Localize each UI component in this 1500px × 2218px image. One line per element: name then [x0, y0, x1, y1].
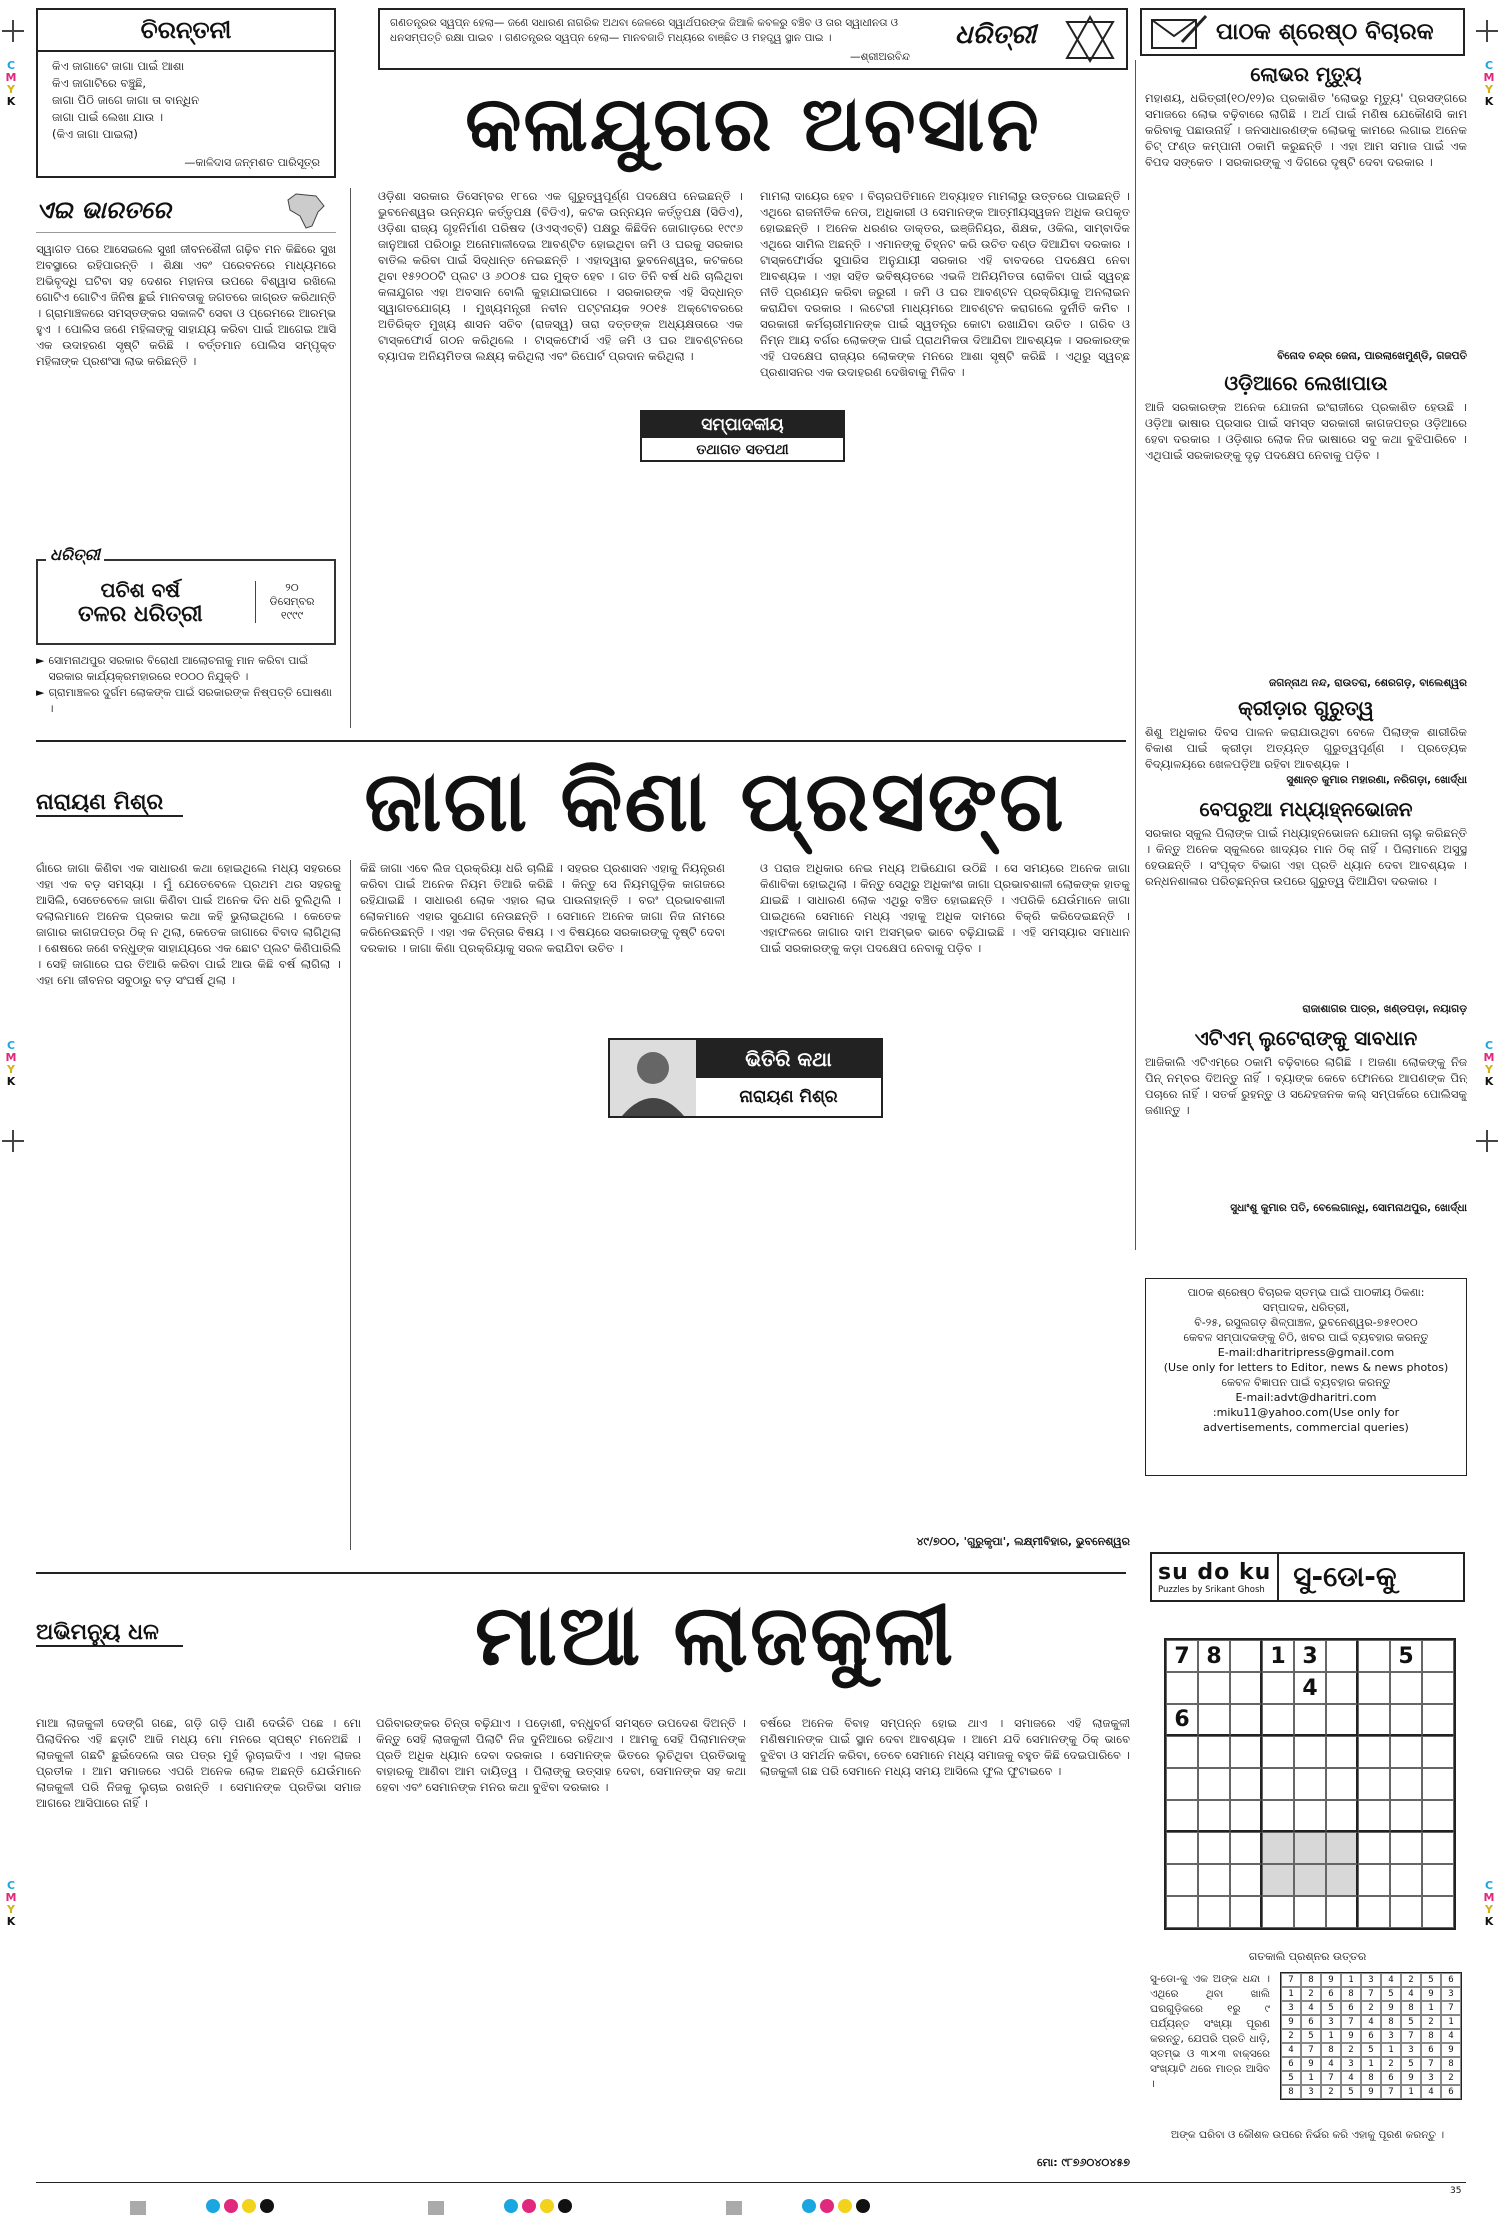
sudoku-cell[interactable] [1166, 1768, 1198, 1800]
answer-cell: 4 [1421, 2085, 1441, 2099]
sudoku-cell[interactable] [1390, 1704, 1422, 1736]
sudoku-cell[interactable] [1390, 1864, 1422, 1896]
sudoku-brand: su do ku [1158, 1559, 1272, 1585]
letter-5-signature: ସୁଧାଂଶୁ କୁମାର ପତି, ବେଲେଗାନ୍ଧି, ସୋମନାଥପୁର, ଖୋର୍ଦ୍ଧା [1230, 1202, 1467, 1214]
answer-cell: 2 [1301, 1987, 1321, 2001]
sudoku-cell[interactable] [1390, 1896, 1422, 1928]
sudoku-cell[interactable] [1422, 1672, 1454, 1704]
answer-cell: 7 [1441, 2001, 1461, 2015]
answer-cell: 1 [1361, 2057, 1381, 2071]
letter-3-title: କ୍ରୀଡ଼ାର ଗୁରୁତ୍ୱ [1238, 696, 1374, 720]
answer-cell: 3 [1281, 2001, 1301, 2015]
sudoku-cell[interactable] [1294, 1864, 1326, 1896]
sudoku-cell[interactable] [1358, 1672, 1390, 1704]
color-dot [504, 2199, 518, 2213]
letter-4-text: ସରକାର ସ୍କୁଲ ପିଲାଙ୍କ ପାଇଁ ମଧ୍ୟାହ୍ନଭୋଜନ ଯୋଜନା ଚାଲୁ କରିଛନ୍ତି । କିନ୍ତୁ ଅନେକ ସ୍କୁଲରେ ଖାଦ୍ୟର ମାନ ଠିକ୍ ନାହିଁ । ପିଲାମାନେ ଅସୁସ୍ଥ ହେଉଛନ୍ତି । ସଂପୃକ୍ତ ବିଭାଗ ଏହା ପ୍ରତି ଧ୍ୟାନ ଦେବା ଆବଶ୍ୟକ । ରନ୍ଧନଶାଳାର ପରିଚ୍ଛନ୍ନତା ଉପରେ ଗୁରୁତ୍ୱ ଦିଆଯିବା ଦରକାର । [1145, 826, 1467, 888]
sudoku-cell[interactable] [1262, 1832, 1294, 1864]
readers-box-header [1140, 8, 1465, 56]
answer-cell: 3 [1321, 2015, 1341, 2029]
answer-cell: 1 [1321, 2029, 1341, 2043]
answer-cell: 7 [1301, 2043, 1321, 2057]
answer-cell: 7 [1421, 2057, 1441, 2071]
answer-cell: 5 [1301, 2029, 1321, 2043]
answer-cell: 5 [1401, 2015, 1421, 2029]
answer-cell: 5 [1421, 1973, 1441, 1987]
answer-cell: 7 [1361, 1987, 1381, 2001]
sudoku-cell[interactable] [1390, 1672, 1422, 1704]
sudoku-cell[interactable] [1166, 1736, 1198, 1768]
answer-cell: 8 [1441, 2057, 1461, 2071]
answer-cell: 4 [1401, 1987, 1421, 2001]
sudoku-cell[interactable] [1326, 1672, 1358, 1704]
sudoku-cell[interactable] [1422, 1896, 1454, 1928]
answer-cell: 4 [1321, 2057, 1341, 2071]
answer-cell: 2 [1341, 2043, 1361, 2057]
sudoku-answer-note: ଗତକାଲି ପ୍ରଶ୍ନର ଉତ୍ତର [1248, 1950, 1367, 1963]
answer-cell: 3 [1301, 2085, 1321, 2099]
sudoku-cell[interactable] [1198, 1800, 1230, 1832]
india-map-icon [276, 190, 336, 230]
page-number: 35 [1450, 2186, 1462, 2196]
sudoku-cell[interactable]: 7 [1166, 1640, 1198, 1672]
answer-cell: 6 [1381, 2071, 1401, 2085]
contact-note: advertisements, commercial queries) [1203, 1421, 1409, 1434]
letter-5-title: ଏଟିଏମ୍ ଲୁଟେରାଙ୍କୁ ସାବଧାନ [1194, 1026, 1418, 1050]
cmk-mark-top-right: C M Y K [1483, 59, 1495, 108]
answer-cell: 4 [1381, 1973, 1401, 1987]
bhitiri-katha-box [608, 1038, 883, 1118]
quote-text: ଗଣତନ୍ତ୍ରର ସ୍ୱପ୍ନ ହେଲା— ଜଣେ ସଧାରଣ ନାଗରିକ ଅଥବା ଜେଳରେ ସ୍ୱାର୍ଥପରଙ୍କ ଜିଆଳି କବଳରୁ ବଞ୍ଚିବ ଓ ତାର ସ୍ୱାଧୀନତା ଓ ଧନସମ୍ପତ୍ତି ରକ୍ଷା ପାଇବ । ଗଣତନ୍ତ୍ରର ସ୍ୱପ୍ନ ହେଲା— ମାନବଜାତି ମଧ୍ୟରେ ବାଞ୍ଛିତ ଓ ମହତ୍ତ୍ୱ ସ୍ଥାନ ପାଇ । [390, 17, 899, 44]
answer-cell: 1 [1341, 1973, 1361, 1987]
sudoku-cell[interactable] [1294, 1832, 1326, 1864]
sudoku-cell[interactable] [1358, 1768, 1390, 1800]
color-dot [558, 2199, 572, 2213]
sudoku-cell[interactable] [1230, 1768, 1262, 1800]
answer-cell: 9 [1301, 2057, 1321, 2071]
sudoku-cell[interactable] [1230, 1832, 1262, 1864]
editorial-label: ସମ୍ପାଦକୀୟ [642, 412, 843, 438]
answer-cell: 3 [1401, 2043, 1421, 2057]
answer-cell: 9 [1401, 2071, 1421, 2085]
answer-cell: 1 [1421, 2001, 1441, 2015]
contact-line: ପାଠକ ଶ୍ରେଷ୍ଠ ବିଚାରକ ସ୍ତମ୍ଭ ପାଇଁ ପାଠକୀୟ ଠିକଣା: [1187, 1286, 1425, 1299]
letter-5-text: ଆଜିକାଲି ଏଟିଏମ୍‌ରେ ଠକାମି ବଢ଼ିବାରେ ଲାଗିଛି । ଅଜଣା ଲୋକଙ୍କୁ ନିଜ ପିନ୍ ନମ୍ବର ଦିଅନ୍ତୁ ନାହିଁ । ବ୍ୟାଙ୍କ କେବେ ଫୋନରେ ଆପଣଙ୍କ ପିନ୍ ପଚାରେ ନାହିଁ । ସତର୍କ ରୁହନ୍ତୁ ଓ ସନ୍ଦେହଜନକ କଲ୍ ସମ୍ପର୍କରେ ପୋଲିସକୁ ଜଣାନ୍ତୁ । [1145, 1055, 1467, 1117]
sudoku-cell[interactable] [1294, 1704, 1326, 1736]
anniversary-logo: ଧରିତ୍ରୀ [46, 545, 104, 565]
anniversary-box [36, 545, 336, 645]
dharitri-logo: ଧରିତ୍ରୀ [954, 20, 1036, 50]
answer-cell: 9 [1361, 2085, 1381, 2099]
envelope-pen-icon [1148, 12, 1208, 52]
registration-mark [2, 1130, 24, 1152]
contact-email-advt[interactable]: E-mail:advt@dharitri.com [1235, 1391, 1377, 1404]
answer-cell: 3 [1341, 2057, 1361, 2071]
sudoku-cell[interactable] [1198, 1672, 1230, 1704]
gray-swatch [726, 2201, 742, 2215]
sudoku-cell[interactable] [1390, 1800, 1422, 1832]
contact-line: କେବଳ ବିଜ୍ଞାପନ ପାଇଁ ବ୍ୟବହାର କରନ୍ତୁ [1221, 1376, 1391, 1389]
sudoku-cell[interactable]: 1 [1262, 1640, 1294, 1672]
answer-cell: 8 [1341, 1987, 1361, 2001]
answer-cell: 7 [1341, 2015, 1361, 2029]
chirantani-author: —କାଳିଦାସ ଜନ୍ମଶତ ପାରିସୂତ୍ର [184, 156, 320, 169]
sudoku-brand-sub: Puzzles by Srikant Ghosh [1158, 1584, 1265, 1595]
registration-mark [1476, 20, 1498, 42]
color-dot [224, 2199, 238, 2213]
sudoku-cell[interactable] [1326, 1896, 1358, 1928]
answer-cell: 4 [1301, 2001, 1321, 2015]
sudoku-cell[interactable] [1294, 1800, 1326, 1832]
left-panel [36, 188, 336, 728]
contact-email-editor[interactable]: E-mail:dharitripress@gmail.com [1217, 1346, 1395, 1359]
sudoku-cell[interactable] [1358, 1640, 1390, 1672]
ei-bharatare-text: ସ୍ୱାଗତ ପରେ ଆସେଇଲେ ସୁଖୀ ଜୀବନଶୈଳୀ ଗଢ଼ିବ ମନ କିଛିରେ ସୁଖ ଅବସ୍ଥାରେ ରହିପାରନ୍ତି । ଶିକ୍ଷା ଏବଂ ପରେବନରେ ମାଧ୍ୟମରେ ଅଭିବୃଦ୍ଧି ଘଟିବା ସହ ଦେଶର ମହାନତା ଉପରେ ବିଶ୍ୱାସ ରଖିଲେ ଗୋଟିଏ ଗୋଟିଏ ଜିନିଷ ଛୁଇଁ ମାନବତାକୁ ଜଗତରେ ଜାଗ୍ରତ କରିଥାନ୍ତି । ଗ୍ରାମାଞ୍ଚଳରେ ସମସ୍ତଙ୍କର ସକାଳଟି ସେବା ଓ ପ୍ରେମରେ ଆରମ୍ଭ ହୁଏ । ପୋଲିସ ଜଣେ ମହିଳାଙ୍କୁ ସାହାଯ୍ୟ କରିବା ପାଇଁ ଆଗେଇ ଆସି ଏକ ଉଦାହରଣ ସୃଷ୍ଟି କରିଛି । ବର୍ତ୍ତମାନ ପୋଲିସ ସମ୍ପୃକ୍ତ ମହିଳାଙ୍କ ପ୍ରଶଂସା ଲାଭ କରିଛନ୍ତି । [36, 242, 336, 368]
answer-cell: 1 [1301, 2071, 1321, 2085]
story2-col3: ଓ ପରାଜ ଅଧିକାର ନେଇ ମଧ୍ୟ ଅଭିଯୋଗ ଉଠିଛି । ସେ ସମୟରେ ଅନେକ ଜାଗା କିଣାବିକା ହୋଇଥିଲା । କିନ୍ତୁ ସେଥିରୁ ଅଧିକାଂଶ ଜାଗା ପ୍ରଭାବଶାଳୀ ଲୋକଙ୍କ ହାତକୁ ଯାଇଛି । ସାଧାରଣ ଲୋକ ଏଥିରୁ ବଞ୍ଚିତ ହୋଇଛନ୍ତି । ଏପରିକି ଯେଉଁମାନେ ଜାଗା ପାଇଥିଲେ ସେମାନେ ମଧ୍ୟ ଏହାକୁ ଅଧିକ ଦାମରେ ବିକ୍ରି କରିଦେଇଛନ୍ତି । ଏହାଫଳରେ ଜାଗାର ଦାମ ଅସମ୍ଭବ ଭାବେ ବଢ଼ିଯାଇଛି । ଏହି ସମସ୍ୟାର ସମାଧାନ ପାଇଁ ସରକାରଙ୍କୁ କଡ଼ା ପଦକ୍ଷେପ ନେବାକୁ ପଡ଼ିବ । [760, 861, 1130, 955]
sudoku-cell[interactable]: 8 [1198, 1640, 1230, 1672]
sudoku-cell[interactable] [1198, 1864, 1230, 1896]
color-dot [820, 2199, 834, 2213]
story3-col1: ମାଆ ଲାଜକୁଳୀ ଦେଙ୍ଗି ଗଛେ, ଗଡ଼ି ଗଡ଼ି ପାଣି ଦେଉଁଚି ପଛେ । ମୋ ପିଲାଦିନର ଏହି ଛଡ଼ାଟି ଆଜି ମଧ୍ୟ ମୋ ମନରେ ସ୍ପଷ୍ଟ ମନେଅଛି । ଲାଜକୁଳୀ ଗଛଟି ଛୁଇଁଦେଲେ ତାର ପତ୍ର ମୁହଁ ଲୁଚାଇଦିଏ । ଏହା ଲାଜର ପ୍ରତୀକ । ଆମ ସମାଜରେ ଏପରି ଅନେକ ଲୋକ ଅଛନ୍ତି ଯେଉଁମାନେ ଲାଜକୁଳୀ ପରି ନିଜକୁ ଲୁଚାଇ ରଖନ୍ତି । ସେମାନଙ୍କ ପ୍ରତିଭା ସମାଜ ଆଗରେ ଆସିପାରେ ନାହିଁ । [36, 1716, 361, 1810]
answer-cell: 8 [1381, 2015, 1401, 2029]
answer-cell: 6 [1441, 1973, 1461, 1987]
answer-cell: 3 [1421, 2071, 1441, 2085]
answer-cell: 8 [1401, 2001, 1421, 2015]
answer-cell: 7 [1281, 1973, 1301, 1987]
contact-box [1145, 1278, 1467, 1476]
color-dot [856, 2199, 870, 2213]
answer-cell: 1 [1441, 2015, 1461, 2029]
answer-cell: 5 [1341, 2085, 1361, 2099]
sudoku-cell[interactable] [1390, 1768, 1422, 1800]
answer-cell: 2 [1441, 2071, 1461, 2085]
answer-cell: 4 [1341, 2071, 1361, 2085]
quote-author: —ଶ୍ରୀଅରବିନ୍ଦ [850, 51, 910, 63]
anniversary-bullet: ► ସୋମନାଥପୁର ସରକାର ବିରୋଧୀ ଆଲୋଚନାକୁ ମାନ କରିବା ପାଇଁ ସରକାର କାର୍ଯ୍ୟକ୍ରମହାରରେ ୧୦୦୦ ନିଯୁକ୍ତି । [36, 654, 308, 683]
sudoku-cell[interactable] [1358, 1704, 1390, 1736]
cmk-mark-bottom-right: C M Y K [1483, 1879, 1495, 1928]
color-dot [838, 2199, 852, 2213]
answer-cell: 5 [1361, 2043, 1381, 2057]
cmk-mark-bottom-left: C M Y K [5, 1879, 17, 1928]
sudoku-cell[interactable] [1230, 1640, 1262, 1672]
anniversary-bullet: ► ଗ୍ରାମାଞ୍ଚଳର ଦୁର୍ଗମ ଲୋକଙ୍କ ପାଇଁ ସରକାରଙ୍କ ନିଷ୍ପତ୍ତି ଘୋଷଣା । [36, 686, 332, 715]
answer-cell: 9 [1281, 2015, 1301, 2029]
letter-2-signature: ଜଗନ୍ନାଥ ନନ୍ଦ, ରାଉତରା, ଶେରଗଡ଼, ବାଲେଶ୍ୱର [1268, 677, 1467, 689]
sudoku-cell[interactable] [1326, 1800, 1358, 1832]
sudoku-cell[interactable] [1230, 1800, 1262, 1832]
color-bar [130, 2198, 874, 2217]
quote-box [378, 8, 1128, 70]
letter-1-signature: ବିନୋଦ ଚନ୍ଦ୍ର ଜେନା, ପାରଲାଖେମୁଣ୍ଡି, ଗଜପତି [1277, 350, 1467, 362]
sudoku-how-to: ସୁ-ଡୋ-କୁ ଏକ ଅଙ୍କ ଧନ୍ଦା । ଏଥିରେ ଥିବା ଖାଲି ଘରଗୁଡ଼ିକରେ ୧ରୁ ୯ ପର୍ଯ୍ୟନ୍ତ ସଂଖ୍ୟା ପୂରଣ କରନ୍ତୁ, ଯେପରି ପ୍ରତି ଧାଡ଼ି, ସ୍ତମ୍ଭ ଓ ୩×୩ ବାକ୍ସରେ ସଂଖ୍ୟାଟି ଥରେ ମାତ୍ର ଆସିବ । [1150, 1973, 1270, 2090]
sudoku-grid[interactable] [1164, 1638, 1456, 1930]
answer-cell: 7 [1401, 2029, 1421, 2043]
color-dot [206, 2199, 220, 2213]
cmk-mark-mid-right: C M Y K [1483, 1039, 1495, 1088]
readers-box-title: ପାଠକ ଶ୍ରେଷ୍ଠ ବିଚାରକ [1216, 19, 1434, 45]
sudoku-bottom-note: ଅଙ୍କ ଘରିବା ଓ କୌଶଳ ଉପରେ ନିର୍ଭର କରି ଏହାକୁ ପୂରଣ କରନ୍ତୁ । [1170, 2129, 1445, 2141]
answer-cell: 6 [1421, 2043, 1441, 2057]
answer-cell: 2 [1281, 2029, 1301, 2043]
letter-2-title: ଓଡ଼ିଆରେ ଲେଖାପାଉ [1224, 371, 1388, 395]
color-dot [522, 2199, 536, 2213]
sudoku-cell[interactable] [1230, 1736, 1262, 1768]
sudoku-cell[interactable] [1166, 1832, 1198, 1864]
sudoku-cell[interactable] [1326, 1768, 1358, 1800]
sudoku-answer-grid [1280, 1972, 1462, 2100]
sudoku-cell[interactable] [1358, 1864, 1390, 1896]
letter-4-signature: ରାଜାଶାଗର ପାତ୍ର, ଖଣ୍ଡପଡ଼ା, ନୟାଗଡ଼ [1302, 1003, 1467, 1015]
anniversary-title-1: ପଚିଶ ବର୍ଷ [100, 577, 181, 602]
sudoku-cell[interactable] [1422, 1736, 1454, 1768]
sudoku-cell[interactable] [1422, 1832, 1454, 1864]
answer-cell: 3 [1441, 1987, 1461, 2001]
answer-cell: 6 [1321, 1987, 1341, 2001]
answer-cell: 2 [1361, 2001, 1381, 2015]
story3-col2: ପରିବାରଙ୍କର ଚିନ୍ତା ବଢ଼ିଯାଏ । ପଡ଼ୋଶୀ, ବନ୍ଧୁବର୍ଗ ସମସ୍ତେ ଉପଦେଶ ଦିଅନ୍ତି । କିନ୍ତୁ ସେହି ଲାଜକୁଳୀ ପିଲାଟି ନିଜ ଦୁନିଆରେ ରହିଥାଏ । ଆମକୁ ସେହି ପିଲାମାନଙ୍କ ପ୍ରତି ଅଧିକ ଧ୍ୟାନ ଦେବା ଦରକାର । ସେମାନଙ୍କ ଭିତରେ ଲୁଚିଥିବା ପ୍ରତିଭାକୁ ବାହାରକୁ ଆଣିବା ଆମ ଦାୟିତ୍ୱ । ପିଲାଙ୍କୁ ଉତ୍ସାହ ଦେବା, ସେମାନଙ୍କ ସହ କଥା ହେବା ଏବଂ ସେମାନଙ୍କ ମନର କଥା ବୁଝିବା ଦରକାର । [376, 1716, 746, 1794]
headline-story1: କଳାଯୁଗର ଅବସାନ [465, 79, 1041, 168]
story3-byline: ଅଭିମନ୍ୟୁ ଧଳ [36, 1620, 183, 1647]
answer-cell: 3 [1381, 2029, 1401, 2043]
author-photo [610, 1040, 696, 1116]
sudoku-cell[interactable] [1422, 1800, 1454, 1832]
sudoku-cell[interactable] [1422, 1864, 1454, 1896]
answer-cell: 6 [1301, 2015, 1321, 2029]
sudoku-cell[interactable] [1422, 1704, 1454, 1736]
bhitiri-katha-author: ନାରାୟଣ ମିଶ୍ର [739, 1087, 838, 1107]
ei-bharatare-logo: ଏଇ ଭାରତରେ [36, 196, 172, 224]
answer-cell: 2 [1381, 2057, 1401, 2071]
sudoku-cell[interactable] [1166, 1800, 1198, 1832]
answer-cell: 5 [1281, 2071, 1301, 2085]
sudoku-cell[interactable] [1358, 1800, 1390, 1832]
bhitiri-katha-label: ଭିତିରି କଥା [696, 1040, 881, 1078]
sudoku-cell[interactable]: 4 [1294, 1672, 1326, 1704]
answer-cell: 6 [1341, 2001, 1361, 2015]
answer-cell: 9 [1441, 2043, 1461, 2057]
sudoku-cell[interactable] [1198, 1832, 1230, 1864]
answer-cell: 5 [1321, 2001, 1341, 2015]
sudoku-cell[interactable] [1262, 1736, 1294, 1768]
sudoku-cell[interactable] [1422, 1768, 1454, 1800]
answer-cell: 1 [1281, 1987, 1301, 2001]
sudoku-cell[interactable] [1326, 1832, 1358, 1864]
answer-cell: 2 [1401, 1973, 1421, 1987]
answer-cell: 4 [1441, 2029, 1461, 2043]
answer-cell: 6 [1361, 2029, 1381, 2043]
story2-col1: ଗାଁରେ ଜାଗା କିଣିବା ଏକ ସାଧାରଣ କଥା ହୋଇଥିଲେ ମଧ୍ୟ ସହରରେ ଏହା ଏକ ବଡ଼ ସମସ୍ୟା । ମୁଁ ଯେତେବେଳେ ପ୍ରଥମ ଥର ସହରକୁ ଆସିଲି, ସେତେବେଳେ ଜାଗା କିଣିବା ପାଇଁ ଅନେକ ଦିନ ଧରି ବୁଲିଥିଲି । ଦଲାଲମାନେ ଅନେକ ପ୍ରକାର କଥା କହି ଭୁଲାଇଥିଲେ । କେତେକ ଜାଗାର କାଗଜପତ୍ର ଠିକ୍ ନ ଥିଲା, କେତେକ ଜାଗାରେ ବିବାଦ ଲାଗିଥିଲା । ଶେଷରେ ଜଣେ ବନ୍ଧୁଙ୍କ ସାହାଯ୍ୟରେ ଏକ ଛୋଟ ପ୍ଲଟ କିଣିପାରିଲି । ସେହି ଜାଗାରେ ଘର ତିଆରି କରିବା ପାଇଁ ଆଉ କିଛି ବର୍ଷ ଲାଗିଲା । ଏହା ମୋ ଜୀବନର ସବୁଠାରୁ ବଡ଼ ସଂଘର୍ଷ ଥିଲା । [36, 861, 341, 987]
answer-cell: 8 [1421, 2029, 1441, 2043]
letter-3-text: ଶିଶୁ ଅଧିକାର ଦିବସ ପାଳନ କରାଯାଉଥିବା ବେଳେ ପିଲାଙ୍କ ଶାରୀରିକ ବିକାଶ ପାଇଁ କ୍ରୀଡ଼ା ଅତ୍ୟନ୍ତ ଗୁରୁତ୍ୱପୂର୍ଣ୍ଣ । ପ୍ରତ୍ୟେକ ବିଦ୍ୟାଳୟରେ ଖେଳପଡ଼ିଆ ରହିବା ଆବଶ୍ୟକ । [1145, 725, 1467, 771]
sudoku-cell[interactable] [1230, 1672, 1262, 1704]
answer-cell: 6 [1281, 2057, 1301, 2071]
sudoku-cell[interactable] [1326, 1736, 1358, 1768]
sudoku-cell[interactable] [1326, 1704, 1358, 1736]
anniversary-date: ୨୦ ଡିସେମ୍ବର ୧୯୯୯ [255, 581, 322, 623]
sudoku-cell[interactable]: 3 [1294, 1640, 1326, 1672]
chirantani-box [36, 8, 336, 178]
gray-swatch [130, 2201, 146, 2215]
sudoku-cell[interactable] [1166, 1896, 1198, 1928]
answer-cell: 8 [1281, 2085, 1301, 2099]
answer-cell: 5 [1381, 1987, 1401, 2001]
answer-cell: 9 [1381, 2001, 1401, 2015]
story2-col2: କିଛି ଜାଗା ଏବେ ଲିଜ ପ୍ରକ୍ରିୟା ଧରି ଚାଲିଛି । ସହରର ପ୍ରଶାସନ ଏହାକୁ ନିୟନ୍ତ୍ରଣ କରିବା ପାଇଁ ଅନେକ ନିୟମ ତିଆରି କରିଛି । କିନ୍ତୁ ସେ ନିୟମଗୁଡ଼ିକ କାଗଜରେ ରହିଯାଇଛି । ସାଧାରଣ ଲୋକ ଏହାର ଲାଭ ପାଉନାହାନ୍ତି । ବରଂ ପ୍ରଭାବଶାଳୀ ଲୋକମାନେ ଏହାର ସୁଯୋଗ ନେଉଛନ୍ତି । ସେମାନେ ଅନେକ ଜାଗା ନିଜ ନାମରେ କରିନେଉଛନ୍ତି । ଏହା ଏକ ଚିନ୍ତାର ବିଷୟ । ଏ ବିଷୟରେ ସରକାରଙ୍କୁ ଦୃଷ୍ଟି ଦେବା ଦରକାର । ଜାଗା କିଣା ପ୍ରକ୍ରିୟାକୁ ସରଳ କରାଯିବା ଉଚିତ । [360, 861, 725, 955]
anniversary-title-2: ତଳର ଧରିତ୍ରୀ [78, 601, 203, 627]
answer-cell: 9 [1341, 2029, 1361, 2043]
sudoku-cell[interactable] [1358, 1736, 1390, 1768]
cmk-mark-mid-left: C M Y K [5, 1039, 17, 1088]
sudoku-header [1150, 1552, 1465, 1602]
answer-cell: 2 [1321, 2085, 1341, 2099]
color-dot [802, 2199, 816, 2213]
sudoku-cell[interactable] [1166, 1864, 1198, 1896]
sudoku-cell[interactable] [1262, 1672, 1294, 1704]
story3-phone: ମୋ: ୯୮୭୬୦୪୦୪୫୭ [1037, 2156, 1130, 2169]
sudoku-cell[interactable] [1294, 1896, 1326, 1928]
color-dot [540, 2199, 554, 2213]
sudoku-cell[interactable] [1262, 1864, 1294, 1896]
gray-swatch [428, 2201, 444, 2215]
letter-1-title: ଲୋଭର ମୃତ୍ୟୁ [1250, 62, 1362, 86]
answer-cell: 9 [1321, 1973, 1341, 1987]
editorial-author: ତଥାଗତ ସତପଥୀ [696, 442, 789, 458]
sudoku-cell[interactable] [1390, 1832, 1422, 1864]
answer-cell: 8 [1361, 2071, 1381, 2085]
star-emblem-icon [1064, 14, 1116, 64]
sudoku-cell[interactable] [1198, 1896, 1230, 1928]
sudoku-cell[interactable] [1294, 1768, 1326, 1800]
sudoku-cell[interactable]: 6 [1166, 1704, 1198, 1736]
sudoku-cell[interactable] [1358, 1896, 1390, 1928]
sudoku-cell[interactable] [1326, 1864, 1358, 1896]
letters-column [1145, 62, 1467, 1252]
sudoku-cell[interactable] [1230, 1864, 1262, 1896]
letter-2-text: ଆଜି ସରକାରଙ୍କ ଅନେକ ଯୋଜନା ଇଂରାଜୀରେ ପ୍ରକାଶିତ ହେଉଛି । ଓଡ଼ିଆ ଭାଷାର ପ୍ରସାର ପାଇଁ ସମସ୍ତ ସରକାରୀ କାଗଜପତ୍ର ଓଡ଼ିଆରେ ହେବା ଦରକାର । ଓଡ଼ିଶାର ଲୋକ ନିଜ ଭାଷାରେ ସବୁ କଥା ବୁଝିପାରିବେ । ଏଥିପାଇଁ ସରକାରଙ୍କୁ ଦୃଢ଼ ପଦକ୍ଷେପ ନେବାକୁ ପଡ଼ିବ । [1145, 400, 1467, 462]
sudoku-cell[interactable] [1262, 1704, 1294, 1736]
letter-4-title: ବେପରୁଆ ମଧ୍ୟାହ୍ନଭୋଜନ [1199, 797, 1413, 821]
chirantani-title: ଚିରନ୍ତନୀ [38, 10, 334, 52]
sudoku-cell[interactable] [1262, 1800, 1294, 1832]
story1-col2: ମାମଲା ଦାୟେର ହେବ । ବିଚାରପତିମାନେ ଅବ୍ୟାହତ ମାମଲାରୁ ଉତ୍ତରେ ପାଇଛନ୍ତି । ଏଥିରେ ରାଜନୀତିକ ନେତା, ଅଧିକାରୀ ଓ ସେମାନଙ୍କ ଆତ୍ମୀୟସ୍ୱଜନ ଅଧିକ ଉପକୃତ ହୋଇଛନ୍ତି । ଅନେକ ଧରଣର ଡାକ୍ତର, ଇଞ୍ଜିନିୟର, ଶିକ୍ଷକ, ଓକିଲ, ସାମ୍ବାଦିକ ଏଥିରେ ସାମିଲ ଅଛନ୍ତି । ଏମାନଙ୍କୁ ଚିହ୍ନଟ କରି ଉଚିତ ଦଣ୍ଡ ଦିଆଯିବା ଦରକାର । ଟାସ୍କଫୋର୍ସର ସୁପାରିସ ଅନୁଯାୟୀ ସରକାର ଏହି ବାବଦରେ ପଦକ୍ଷେପ ନେବା ଆବଶ୍ୟକ । ଏହା ସହିତ ଭବିଷ୍ୟତରେ ଏଭଳି ଅନିୟମିତତା ରୋକିବା ପାଇଁ ସ୍ୱଚ୍ଛ ନୀତି ପ୍ରଣୟନ କରିବା ଜରୁରୀ । ଜମି ଓ ଘର ଆବଣ୍ଟନ ପ୍ରକ୍ରିୟାକୁ ଅନଲାଇନ କରାଯିବା ଦରକାର । ଲଟେରୀ ମାଧ୍ୟମରେ ଆବଣ୍ଟନ କରାଗଲେ ଦୁର୍ନୀତି କମିବ । ସରକାରୀ କର୍ମଚାରୀମାନଙ୍କ ପାଇଁ ସ୍ୱତନ୍ତ୍ର କୋଟା ରଖାଯିବା ଉଚିତ । ଗରିବ ଓ ନିମ୍ନ ଆୟ ବର୍ଗର ଲୋକଙ୍କ ପାଇଁ ପ୍ରାଥମିକତା ଦିଆଯିବା ଆବଶ୍ୟକ । ସରକାରଙ୍କ ଏହି ପଦକ୍ଷେପ ରାଜ୍ୟର ଲୋକଙ୍କ ମନରେ ଆଶା ସୃଷ୍ଟି କରିଛି । ଏଥିରୁ ସ୍ୱଚ୍ଛ ପ୍ରଶାସନର ଏକ ଉଦାହରଣ ଦେଖିବାକୁ ମିଳିବ । [760, 189, 1130, 379]
sudoku-cell[interactable] [1198, 1704, 1230, 1736]
sudoku-cell[interactable] [1198, 1768, 1230, 1800]
answer-cell: 3 [1361, 1973, 1381, 1987]
answer-cell: 1 [1381, 2043, 1401, 2057]
sudoku-cell[interactable] [1422, 1640, 1454, 1672]
story2-address: ୪୯/୭୦୦, 'ଗୁରୁକୃପା', ଲକ୍ଷ୍ମୀବିହାର, ଭୁବନେଶ୍ୱର [916, 1535, 1130, 1548]
sudoku-cell[interactable] [1358, 1832, 1390, 1864]
cmk-mark-top-left: C M Y K [5, 59, 17, 108]
contact-line: କେବଳ ସମ୍ପାଦକଙ୍କୁ ଚିଠି, ଖବର ପାଇଁ ବ୍ୟବହାର କରନ୍ତୁ [1183, 1331, 1429, 1344]
answer-cell: 7 [1321, 2071, 1341, 2085]
sudoku-cell[interactable] [1326, 1640, 1358, 1672]
answer-cell: 4 [1281, 2043, 1301, 2057]
answer-cell: 6 [1441, 2085, 1461, 2099]
sudoku-cell[interactable] [1198, 1736, 1230, 1768]
registration-mark [2, 20, 24, 42]
answer-cell: 4 [1361, 2015, 1381, 2029]
contact-line: ସମ୍ପାଦକ, ଧରିତ୍ରୀ, [1262, 1301, 1350, 1314]
story2-byline: ନାରାୟଣ ମିଶ୍ର [36, 790, 183, 817]
answer-cell: 1 [1401, 2085, 1421, 2099]
answer-cell: 2 [1421, 2015, 1441, 2029]
registration-mark [1476, 1130, 1498, 1152]
story1-col1: ଓଡ଼ିଶା ସରକାର ଡିସେମ୍ବର ୧୮ରେ ଏକ ଗୁରୁତ୍ୱପୂର୍ଣ୍ଣ ପଦକ୍ଷେପ ନେଇଛନ୍ତି । ଭୁବନେଶ୍ୱର ଉନ୍ନୟନ କର୍ତ୍ତୃପକ୍ଷ (ବିଡିଏ), କଟକ ଉନ୍ନୟନ କର୍ତ୍ତୃପକ୍ଷ (ସିଡିଏ), ଓଡ଼ିଶା ରାଜ୍ୟ ଗୃହନିର୍ମାଣ ପରିଷଦ (ଓଏସ୍‌ଏଚ୍‌ବି) ପକ୍ଷରୁ କିଛିଦିନ ଜୋଗାଡ଼ରେ ୧୯୯୬ ଜାନୁଆରୀ ପରିଠାରୁ ଅନୋମାଳୀଦେଇ ଆବଣ୍ଟିତ ହୋଇଥିବା ଜମି ଓ ଘରକୁ ସରକାର ବାତିଲ କରିବା ପାଇଁ ସିଦ୍ଧାନ୍ତ ନେଇଛନ୍ତି । ଏହାଦ୍ୱାରା ଭୁବନେଶ୍ୱର, କଟକରେ ଥିବା ୧୫୨୦୦ଟି ପ୍ଲଟ ଓ ୬୦୦୫ ଘର ମୁକ୍ତ ହେବ । ଗତ ତିନି ବର୍ଷ ଧରି ଚାଲିଥିବା କଳାଯୁଗର ଏହା ଅବସାନ ବୋଲି କୁହାଯାଇପାରେ । ସରକାରଙ୍କ ଏହି ସିଦ୍ଧାନ୍ତ ସ୍ୱାଗତଯୋଗ୍ୟ । ମୁଖ୍ୟମନ୍ତ୍ରୀ ନବୀନ ପଟ୍ଟନାୟକ ୨୦୧୫ ଅକ୍ଟୋବରରେ ଅତିରିକ୍ତ ମୁଖ୍ୟ ଶାସନ ସଚିବ (ରାଜସ୍ୱ) ତାରା ଦତ୍ତଙ୍କ ଅଧ୍ୟକ୍ଷତାରେ ଏକ ଟାସ୍କଫୋର୍ସ ଗଠନ କରିଥିଲେ । ଟାସ୍କଫୋର୍ସ ଏହି ଜମି ଓ ଘର ଆବଣ୍ଟନରେ ବ୍ୟାପକ ଅନିୟମିତତା ଲକ୍ଷ୍ୟ କରିଥିଲା ଏବଂ ରିପୋର୍ଟ ପ୍ରଦାନ କରିଥିଲା । [378, 189, 743, 363]
sudoku-cell[interactable] [1390, 1736, 1422, 1768]
sudoku-cell[interactable] [1230, 1896, 1262, 1928]
sudoku-cell[interactable] [1294, 1736, 1326, 1768]
contact-email-alt[interactable]: :miku11@yahoo.com(Use only for [1212, 1406, 1400, 1419]
letter-3-signature: ସୁଶାନ୍ତ କୁମାର ମହାରଣା, ନରିଗଡ଼ା, ଖୋର୍ଦ୍ଧା [1286, 774, 1467, 786]
sudoku-cell[interactable] [1230, 1704, 1262, 1736]
sudoku-cell[interactable] [1166, 1672, 1198, 1704]
letter-1-text: ମହାଶୟ, ଧରିତ୍ରୀ(୧୦/୧୨)ର ପ୍ରକାଶିତ 'ଲୋଭରୁ ମୃତ୍ୟୁ' ପ୍ରସଙ୍ଗରେ ସମାଜରେ ଲୋଭ ବଢ଼ିବାରେ ଲାଗିଛି । ଅର୍ଥ ପାଇଁ ମଣିଷ ଯେକୌଣସି କାମ କରିବାକୁ ପଛାଉନାହିଁ । ଜନସାଧାରଣଙ୍କ ଲୋଭକୁ କାମରେ ଲଗାଇ ଅନେକ ଚିଟ୍ ଫଣ୍ଡ କମ୍ପାନୀ ଠକାମି କରୁଛନ୍ତି । ଏହା ଆମ ସମାଜ ପାଇଁ ଏକ ବିପଦ ସଙ୍କେତ । ସରକାରଙ୍କୁ ଏ ଦିଗରେ ଦୃଷ୍ଟି ଦେବା ଦରକାର । [1145, 91, 1467, 169]
answer-cell: 9 [1421, 1987, 1441, 2001]
answer-cell: 8 [1321, 2043, 1341, 2057]
answer-cell: 7 [1381, 2085, 1401, 2099]
color-dot [242, 2199, 256, 2213]
chirantani-verse: କିଏ ଜାଗାଟେ ଜାଗା ପାଇଁ ଆଶା କିଏ ଜାଗାଟିରେ ବଞ୍ଚୁଛି, ଜାଗା ପିଠି ଜାଗେ ଜାଗା ତା ବାନ୍ଧିନ ଜାଗା ପାଇଁ ଲେଖା ଯାଉ । (କିଏ ଜାଗା ପାଇଲା) [52, 59, 199, 141]
answer-cell: 5 [1401, 2057, 1421, 2071]
answer-cell: 8 [1301, 1973, 1321, 1987]
contact-line: ବି-୨୫, ରସୁଲଗଡ଼ ଶିଳ୍ପାଞ୍ଚଳ, ଭୁବନେଶ୍ୱର-୭୫୧୦୧୦ [1194, 1316, 1418, 1329]
story3-col3: ବର୍ଷରେ ଅନେକ ବିବାହ ସମ୍ପନ୍ନ ହୋଇ ଥାଏ । ସମାଜରେ ଏହି ଲାଜକୁଳୀ ମଣିଷମାନଙ୍କ ପାଇଁ ସ୍ଥାନ ଦେବା ଆବଶ୍ୟକ । ଆମେ ଯଦି ସେମାନଙ୍କୁ ଠିକ୍ ଭାବେ ବୁଝିବା ଓ ସମର୍ଥନ କରିବା, ତେବେ ସେମାନେ ମଧ୍ୟ ସମାଜକୁ ବହୁତ କିଛି ଦେଇପାରିବେ । ଲାଜକୁଳୀ ଗଛ ପରି ସେମାନେ ମଧ୍ୟ ସମୟ ଆସିଲେ ଫୁଲ ଫୁଟାଇବେ । [760, 1716, 1130, 1778]
sudoku-cell[interactable] [1262, 1896, 1294, 1928]
headline-story3: ମାଆ ଲାଜକୁଳୀ [474, 1586, 956, 1684]
sudoku-title: ସୁ-ଡୋ-କୁ [1293, 1560, 1397, 1593]
color-dot [260, 2199, 274, 2213]
headline-story2: ଜାଗା କିଣା ପ୍ରସଙ୍ଗ [364, 752, 1066, 850]
contact-note: (Use only for letters to Editor, news & news photos) [1163, 1361, 1449, 1374]
sudoku-cell[interactable]: 5 [1390, 1640, 1422, 1672]
sudoku-cell[interactable] [1262, 1768, 1294, 1800]
